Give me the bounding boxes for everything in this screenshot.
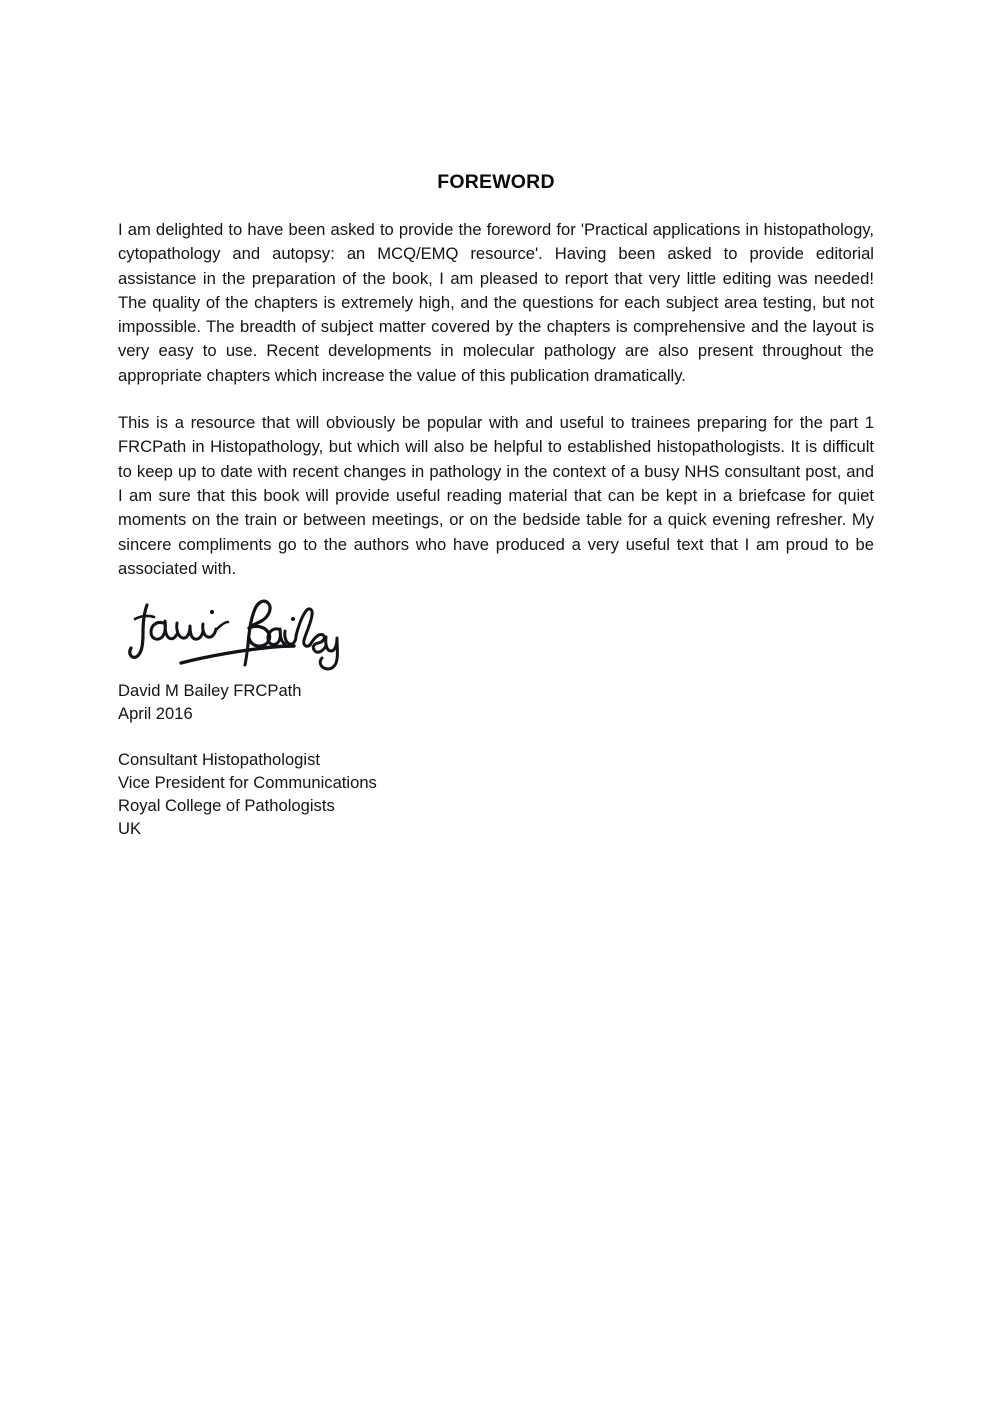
handwritten-signature-icon [118,583,358,673]
sign-off-block [118,679,618,840]
signatory-position: Vice President for Communications [118,773,377,792]
signatory-role: Consultant Histopathologist [118,750,321,769]
paragraph-2: This is a resource that will obviously be popular with and useful to trainees preparing for the part 1 FRCPath in Histopathology, but which will also be helpful to established histopathologists. It is difficult to keep up to date with recent changes in pathology in the context of a busy NHS consultant post, and I am sure that this book will provide useful reading material that can be kept in a briefcase for quiet moments on the train or between meetings, or on the bedside table for a quick evening refresher. My sincere compliments go to the authors who have produced a very useful text that I am proud to be associated with. [118,413,874,578]
signatory-country: UK [118,819,142,838]
signatory-name: David M Bailey FRCPath [118,681,302,700]
page-title: FOREWORD [437,171,555,193]
foreword-body [118,218,874,581]
sign-off-spacer [118,725,618,748]
signature-block [118,583,358,673]
signatory-organisation: Royal College of Pathologists [118,796,335,815]
signatory-date: April 2016 [118,704,193,723]
paragraph-1: I am delighted to have been asked to provide the foreword for 'Practical applications in histopathology, cytopathology and autopsy: an MCQ/EMQ resource'. Having been asked to provide editorial assistance in the preparation of the book, I am pleased to report that very little editing was needed! The quality of the chapters is extremely high, and the questions for each subject area testing, but not impossible. The breadth of subject matter covered by the chapters is comprehensive and the layout is very easy to use. Recent developments in molecular pathology are also present throughout the appropriate chapters which increase the value of this publication dramatically. [118,220,874,385]
